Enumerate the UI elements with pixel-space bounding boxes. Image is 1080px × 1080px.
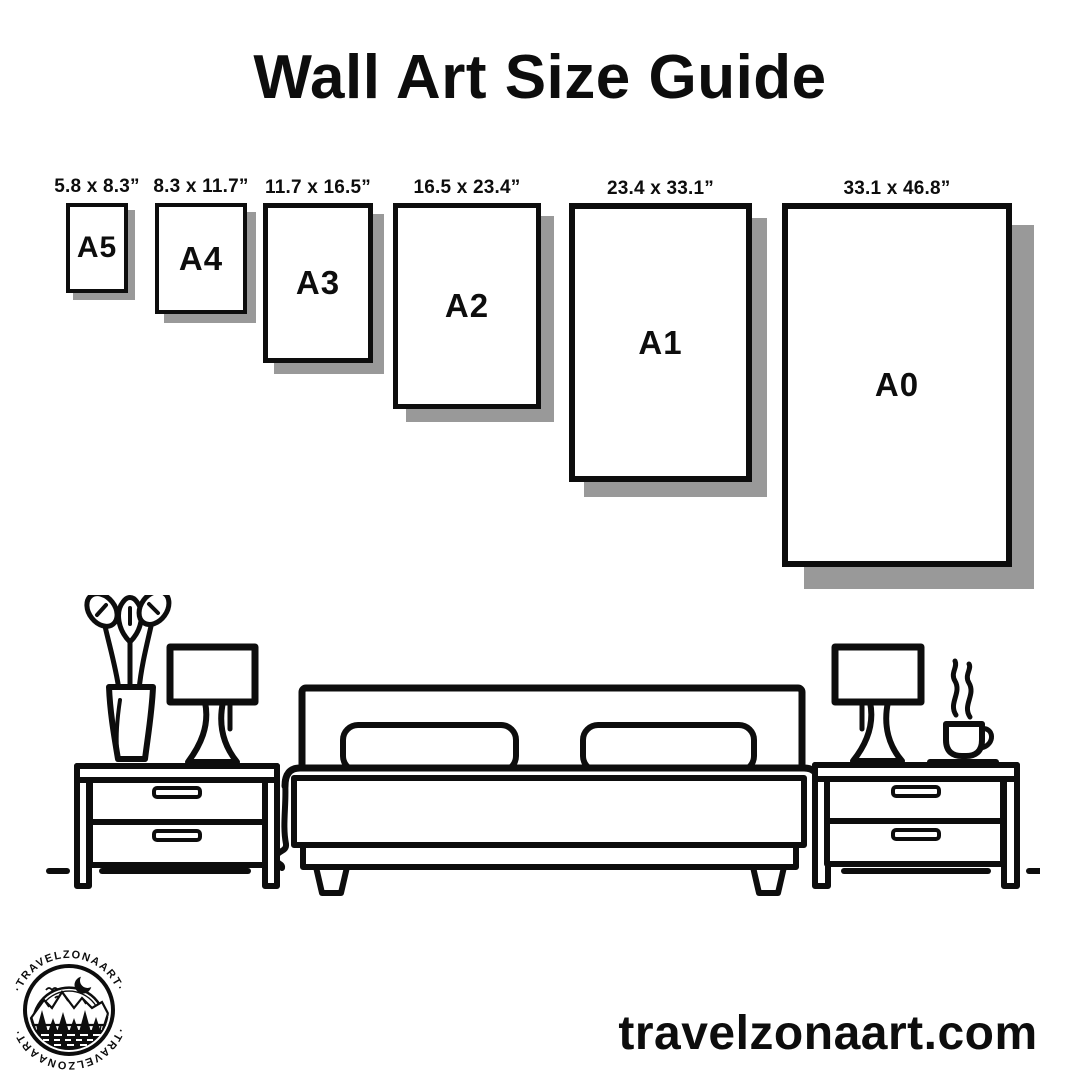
pillow-left [343,725,516,771]
frame-name: A1 [638,323,683,361]
steam-line [953,661,957,715]
logo-arc-text-bottom: ·TRAVELZONAART· [11,1026,127,1072]
frame-name: A3 [295,264,341,301]
table-lamp-right [835,647,921,761]
logo-arc-text-top: ·TRAVELZONAART· [11,948,127,994]
size-label: 5.8 x 8.3” [54,176,140,197]
size-label: 23.4 x 33.1” [607,178,714,199]
size-label: 8.3 x 11.7” [153,176,249,197]
lamp-shade [835,647,921,702]
size-frame-a1 [569,178,752,482]
frame-name: A5 [76,231,118,264]
mattress-panel [294,778,804,845]
nightstand-right [815,765,1017,886]
table-lamp-left [170,647,255,762]
pillow-right [583,725,754,771]
size-label: 11.7 x 16.5” [265,177,371,198]
size-frame-a5 [54,176,140,293]
size-label: 16.5 x 23.4” [413,177,521,198]
bed-leg-right [753,867,784,893]
cup-body [946,724,982,756]
size-label: 33.1 x 46.8” [843,178,951,199]
nightstand-left [77,766,277,886]
page-title: Wall Art Size Guide [253,43,827,112]
website-url: travelzonaart.com [618,1007,1038,1060]
size-frame-a3 [263,177,373,363]
lamp-shade [170,647,255,702]
frame-name: A0 [874,366,920,403]
plant-stem [139,622,152,690]
size-frame-a0 [782,178,1012,567]
brand-logo [10,928,130,1073]
frame-name: A4 [178,239,224,277]
frame-name: A2 [444,287,490,324]
size-frame-a4 [153,176,249,314]
potted-plant [81,595,175,759]
bed-base [303,845,796,867]
steam-line [967,664,971,717]
plant-stem [104,622,119,690]
double-bed [276,688,828,893]
coffee-cup [930,661,996,762]
bed-leg-left [316,867,347,893]
size-frame-a2 [393,177,541,409]
bedroom-illustration [40,595,1040,905]
